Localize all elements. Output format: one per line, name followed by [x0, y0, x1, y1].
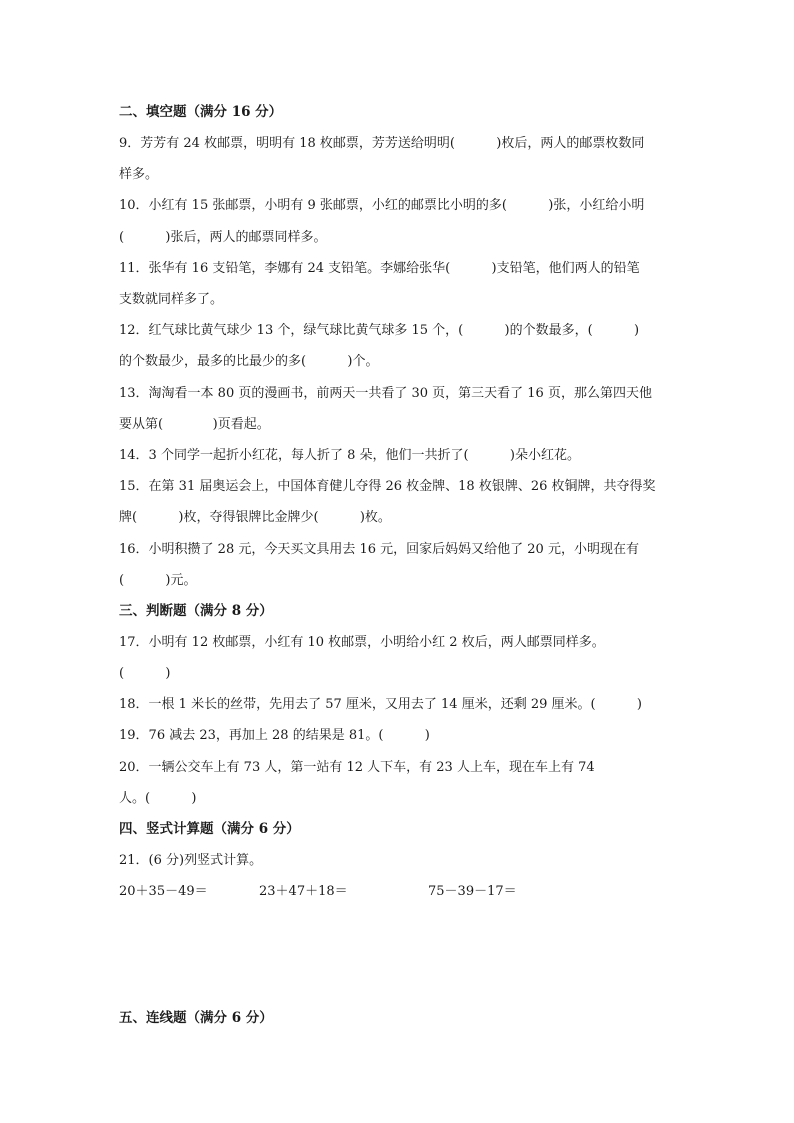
calc-expression-1: 20＋35－49＝: [119, 884, 208, 899]
question-19: 19．76 减去 23，再加上 28 的结果是 81。( ): [119, 728, 430, 743]
question-11-line-2: 支数就同样多了。: [119, 292, 224, 307]
section-heading-judgement: 三、判断题（满分 8 分）: [119, 603, 273, 619]
question-21-prompt: 21．(6 分)列竖式计算。: [119, 853, 263, 868]
question-14: 14．3 个同学一起折小红花，每人折了 8 朵，他们一共折了( )朵小红花。: [119, 448, 580, 463]
question-20-line-1: 20．一辆公交车上有 73 人，第一站有 12 人下车，有 23 人上车，现在车上有 74: [119, 760, 595, 775]
question-16-line-1: 16．小明积攒了 28 元，今天买文具用去 16 元，回家后妈妈又给他了 20 元，小明现在有: [119, 542, 639, 557]
question-12-line-2: 的个数最少，最多的比最少的多( )个。: [119, 354, 379, 369]
question-10-line-1: 10．小红有 15 张邮票，小明有 9 张邮票，小红的邮票比小明的多( )张，小红给小明: [119, 198, 645, 213]
section-heading-vertical-calc: 四、竖式计算题（满分 6 分）: [119, 821, 300, 837]
question-17-line-2: ( ): [119, 666, 171, 681]
question-20-line-2: 人。( ): [119, 791, 197, 806]
question-16-line-2: ( )元。: [119, 573, 197, 588]
question-18: 18．一根 1 米长的丝带，先用去了 57 厘米，又用去了 14 厘米，还剩 29 厘米。( ): [119, 697, 642, 712]
calc-expression-3: 75－39－17＝: [428, 884, 517, 899]
question-15-line-1: 15．在第 31 届奥运会上，中国体育健儿夺得 26 枚金牌、18 枚银牌、26 枚铜牌，共夺得奖: [119, 479, 656, 494]
section-heading-matching: 五、连线题（满分 6 分）: [119, 1010, 273, 1026]
question-9-line-1: 9．芳芳有 24 枚邮票，明明有 18 枚邮票，芳芳送给明明( )枚后，两人的邮票枚数同: [119, 136, 645, 151]
question-10-line-2: ( )张后，两人的邮票同样多。: [119, 230, 327, 245]
question-13-line-1: 13．淘淘看一本 80 页的漫画书，前两天一共看了 30 页，第三天看了 16 页，那么第四天他: [119, 386, 652, 401]
question-13-line-2: 要从第( )页看起。: [119, 417, 270, 432]
question-15-line-2: 牌( )枚，夺得银牌比金牌少( )枚。: [119, 510, 391, 525]
question-12-line-1: 12．红气球比黄气球少 13 个，绿气球比黄气球多 15 个，( )的个数最多，( ): [119, 323, 640, 338]
question-17-line-1: 17．小明有 12 枚邮票，小红有 10 枚邮票，小明给小红 2 枚后，两人邮票同样多。: [119, 635, 605, 650]
question-9-line-2: 样多。: [119, 167, 159, 182]
calc-expression-2: 23＋47＋18＝: [259, 884, 348, 899]
question-11-line-1: 11．张华有 16 支铅笔，李娜有 24 支铅笔。李娜给张华( )支铅笔，他们两人的铅笔: [119, 261, 640, 276]
section-heading-fill-blank: 二、填空题（满分 16 分）: [119, 104, 283, 120]
